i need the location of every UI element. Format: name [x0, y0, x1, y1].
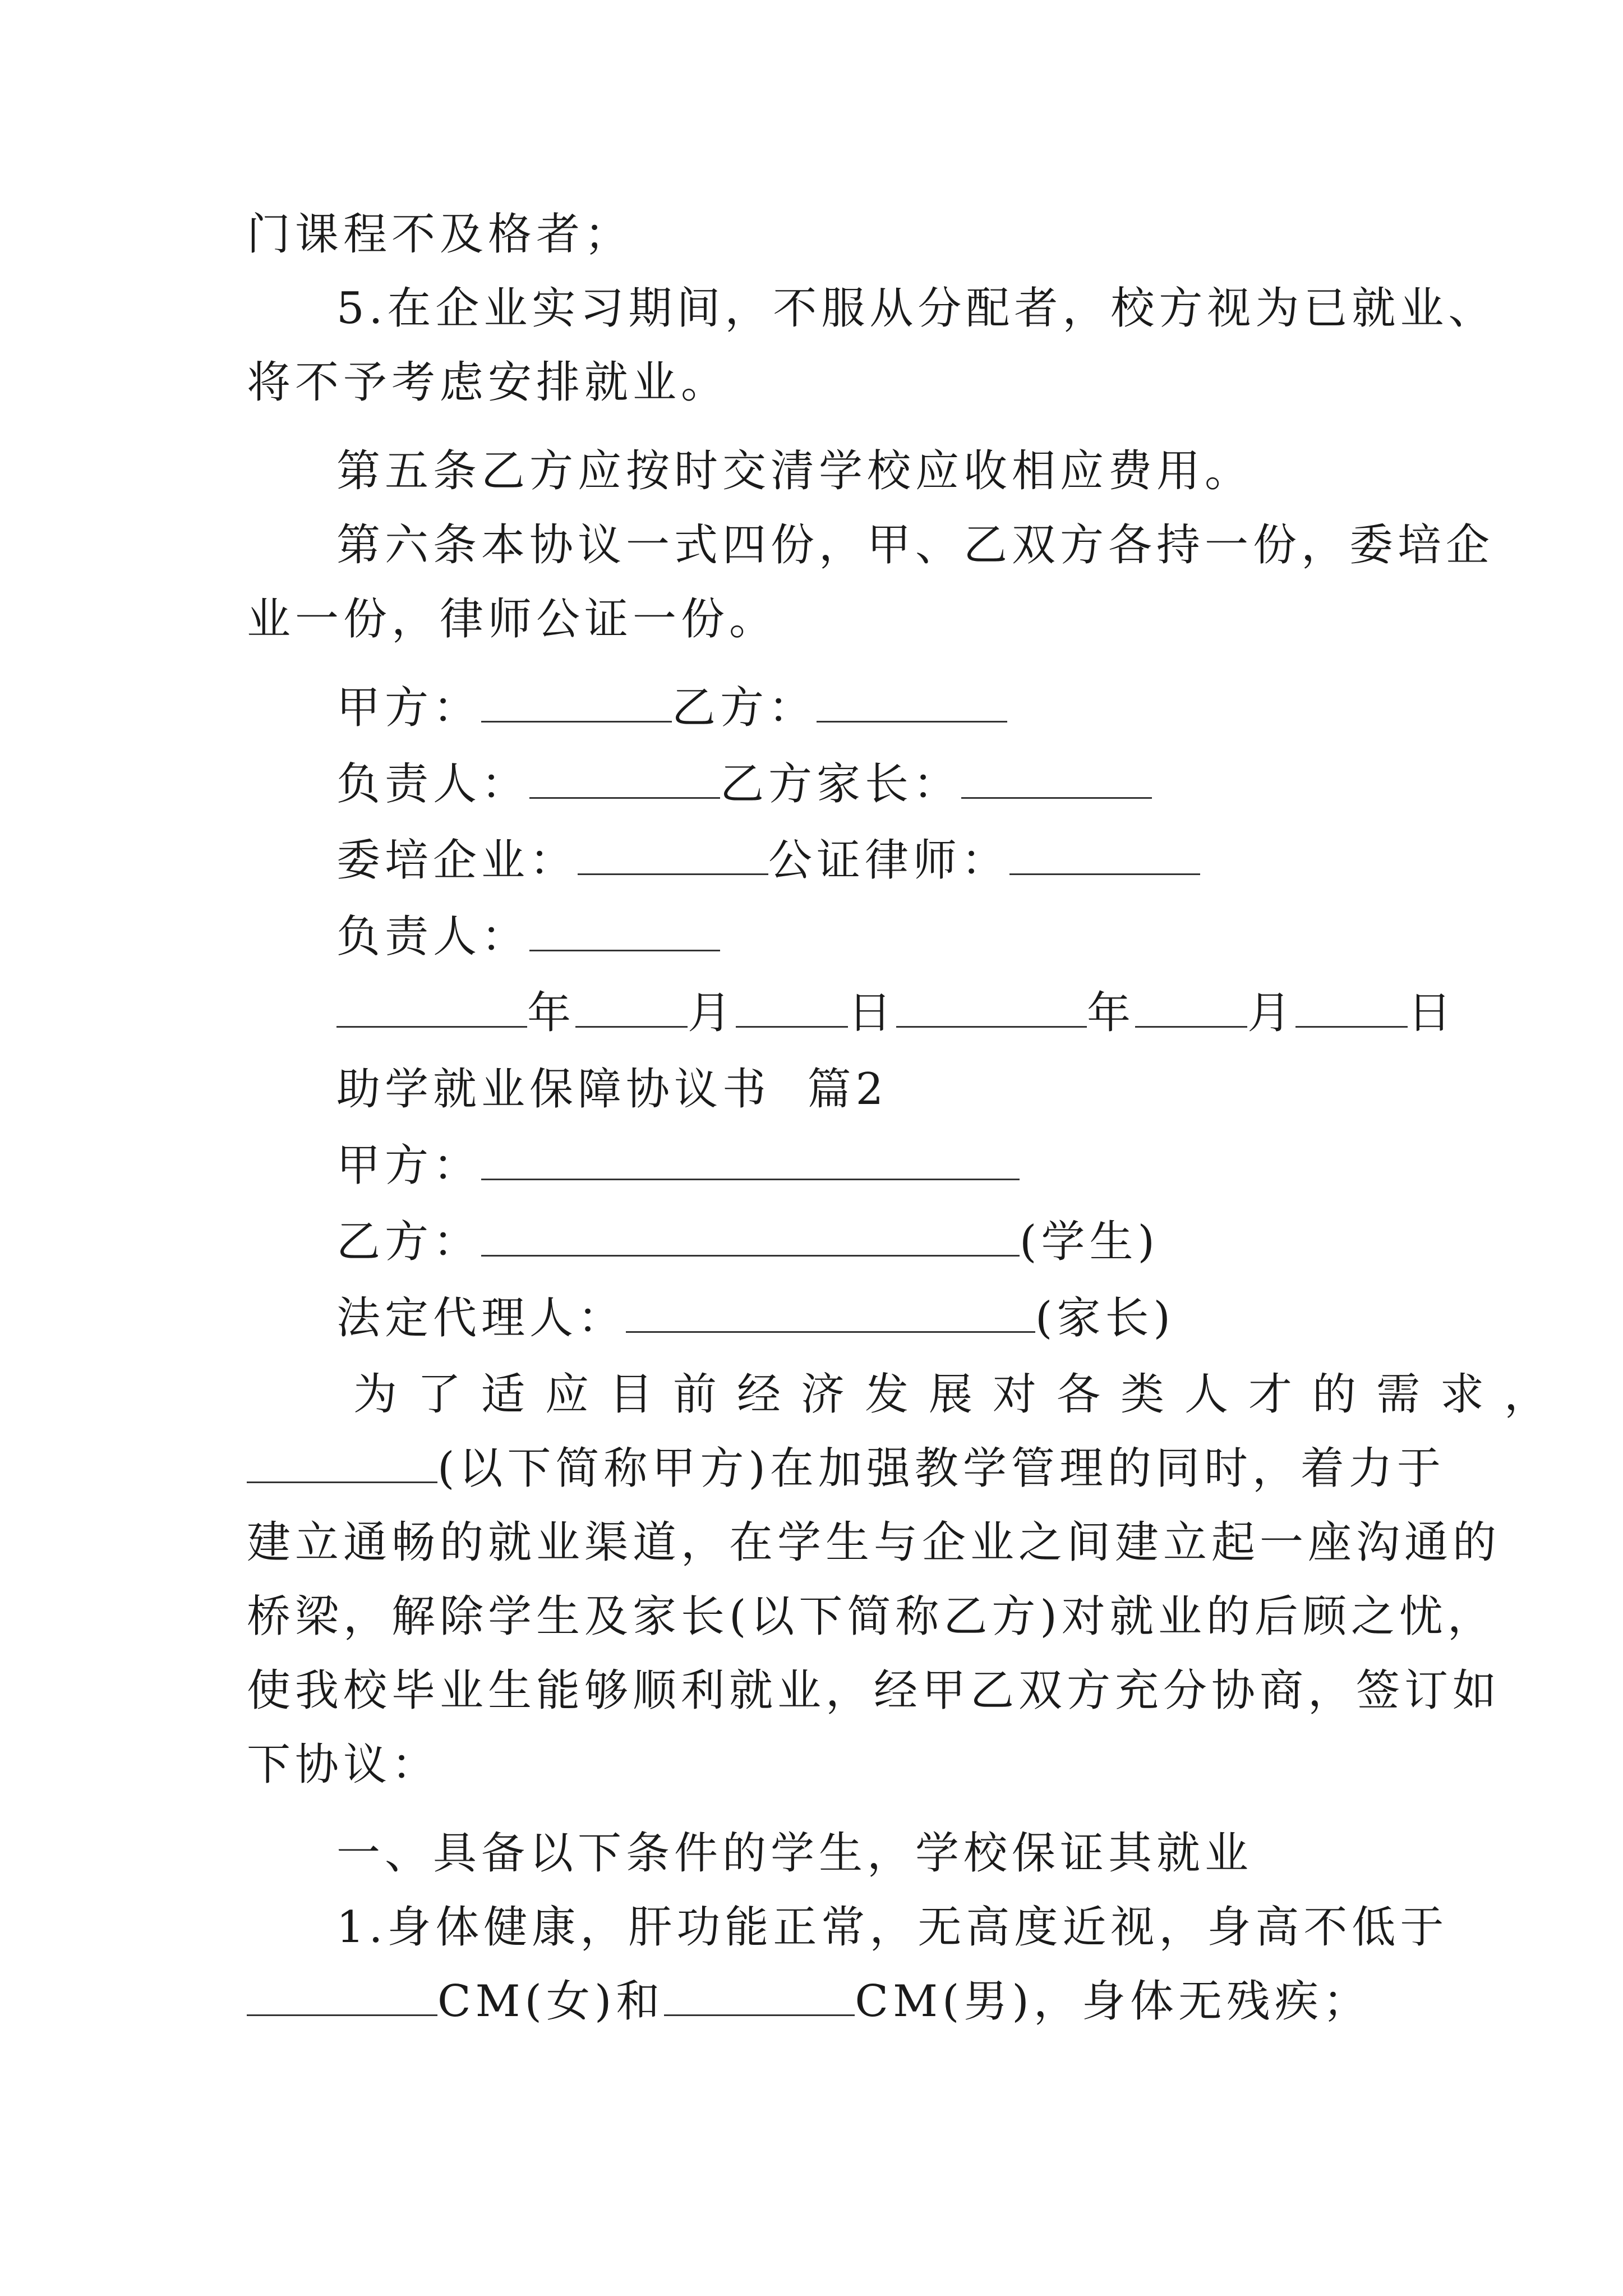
- blank-line: [575, 991, 688, 1028]
- blank-line: [1009, 839, 1200, 875]
- blank-line: [481, 686, 672, 723]
- date-year-label: 年: [527, 988, 576, 1038]
- text-span: (以下简称甲方)在加强教学管理的同时，着力于: [437, 1443, 1445, 1494]
- section-title: 助学就业保障协议书 篇2: [336, 1064, 888, 1115]
- label: 甲方：: [336, 1140, 482, 1191]
- blank-line: [529, 762, 720, 799]
- blank-line: [336, 991, 527, 1028]
- party-a-row: [336, 1138, 1020, 1194]
- blank-line: [247, 1980, 437, 2016]
- label: 乙方：: [672, 683, 817, 733]
- label: 负责人：: [336, 912, 530, 962]
- blank-line: [529, 915, 720, 951]
- date-year-label: 年: [1087, 988, 1136, 1038]
- blank-line: [664, 1980, 855, 2016]
- label: (家长): [1035, 1293, 1175, 1343]
- signature-row: [336, 756, 1152, 812]
- text-line: 业一份，律师公证一份。: [247, 594, 778, 645]
- text-line: 1.身体健康，肝功能正常，无高度近视，身高不低于: [336, 1902, 1449, 1953]
- date-row: [336, 985, 1456, 1041]
- label: 乙方家长：: [720, 759, 962, 809]
- blank-line: [481, 1144, 1020, 1180]
- blank-line: [578, 839, 768, 875]
- text-line: [247, 1441, 1445, 1497]
- text-line: 5.在企业实习期间，不服从分配者，校方视为已就业、: [336, 283, 1497, 334]
- blank-line: [481, 1220, 1020, 1257]
- text-line: 第五条乙方应按时交清学校应收相应费用。: [336, 446, 1253, 496]
- blank-line: [817, 686, 1007, 723]
- date-month-label: 月: [1247, 988, 1296, 1038]
- signature-row: [336, 909, 720, 965]
- blank-line: [736, 991, 848, 1028]
- signature-row: [336, 680, 1007, 736]
- text-line: 为了适应目前经济发展对各类人才的需求，: [353, 1369, 1569, 1420]
- party-b-row: [336, 1214, 1159, 1270]
- text-span: CM(男)，身体无残疾；: [855, 1976, 1371, 2027]
- legal-rep-row: [336, 1290, 1175, 1346]
- text-line: [247, 1973, 1371, 2030]
- label: 负责人：: [336, 759, 530, 809]
- text-line: 第六条本协议一式四份，甲、乙双方各持一份，委培企: [336, 520, 1495, 570]
- date-month-label: 月: [688, 988, 736, 1038]
- text-line: 将不予考虑安排就业。: [247, 357, 730, 408]
- signature-row: [336, 832, 1200, 889]
- label: 委培企业：: [336, 835, 578, 886]
- blank-line: [1135, 991, 1247, 1028]
- blank-line: [961, 762, 1152, 799]
- blank-line: [896, 991, 1087, 1028]
- date-day-label: 日: [848, 988, 897, 1038]
- text-line: 建立通畅的就业渠道，在学生与企业之间建立起一座沟通的: [247, 1517, 1501, 1568]
- label: 甲方：: [336, 683, 482, 733]
- blank-line: [1295, 991, 1408, 1028]
- text-line: 门课程不及格者；: [247, 209, 633, 260]
- label: 公证律师：: [768, 835, 1010, 886]
- text-span: CM(女)和: [437, 1976, 665, 2027]
- text-line: 下协议：: [247, 1740, 440, 1790]
- text-line: 使我校毕业生能够顺利就业，经甲乙双方充分协商，签订如: [247, 1665, 1501, 1716]
- label: 法定代理人：: [336, 1293, 626, 1343]
- text-line: 一、具备以下条件的学生，学校保证其就业: [336, 1828, 1253, 1879]
- label: (学生): [1020, 1217, 1159, 1267]
- blank-line: [626, 1296, 1035, 1333]
- label: 乙方：: [336, 1217, 482, 1267]
- text-line: 桥梁，解除学生及家长(以下简称乙方)对就业的后顾之忧，: [247, 1591, 1496, 1642]
- date-day-label: 日: [1408, 988, 1456, 1038]
- blank-line: [247, 1447, 437, 1483]
